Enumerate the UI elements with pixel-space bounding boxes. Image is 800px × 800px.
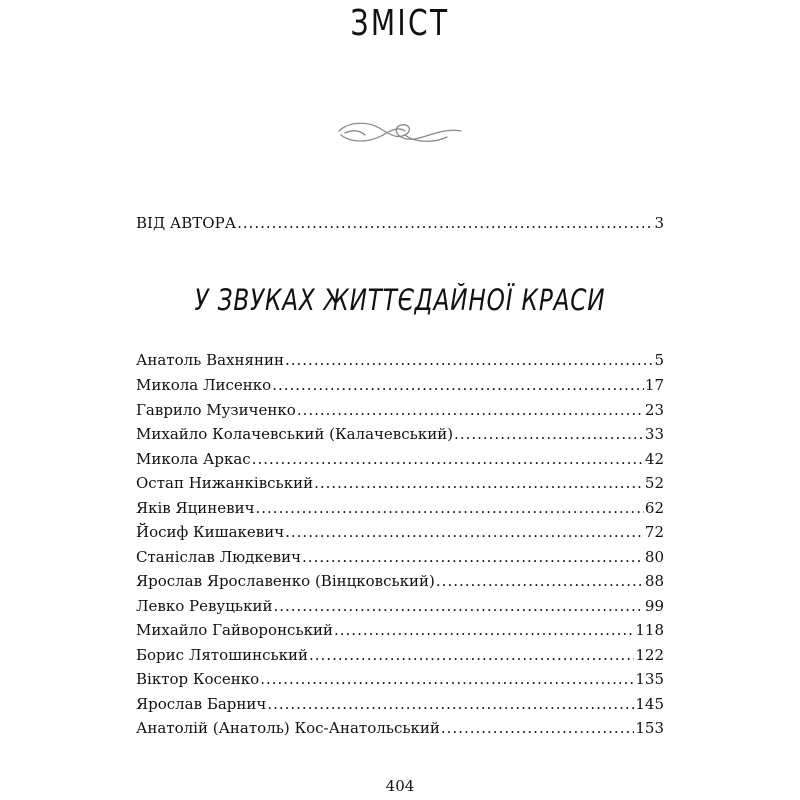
toc-label: Ярослав Барнич (136, 695, 267, 713)
toc-row (136, 424, 664, 444)
toc-leader-dots (252, 449, 644, 469)
toc-leader-dots (256, 498, 644, 518)
toc-row (136, 522, 664, 542)
toc-leader-dots (314, 473, 644, 493)
toc-row (136, 547, 664, 567)
toc-label: Михайло Гайворонський (136, 621, 333, 639)
toc-leader-dots (297, 400, 644, 420)
toc-leader-dots (436, 571, 644, 591)
toc-page-number: 42 (644, 450, 664, 468)
toc-page-number: 153 (635, 719, 664, 737)
toc-row (136, 350, 664, 370)
toc-page-number: 62 (644, 499, 664, 517)
toc-label: ВІД АВТОРА (136, 214, 237, 232)
toc-row (136, 620, 664, 640)
toc-label: Анатолій (Анатоль) Кос-Анатольський (136, 719, 440, 737)
toc-page-number: 33 (644, 425, 664, 443)
toc-row (136, 694, 664, 714)
toc-label: Гаврило Музиченко (136, 401, 296, 419)
toc-leader-dots (267, 694, 634, 714)
toc-row (136, 596, 664, 616)
flourish-ornament-icon (335, 113, 465, 153)
toc-page-number: 145 (635, 695, 664, 713)
toc-row (136, 400, 664, 420)
toc-label: Ярослав Ярославенко (Вінцковський) (136, 572, 435, 590)
toc-row-preface (136, 213, 664, 233)
section-heading: У ЗВУКАХ ЖИТТЄДАЙНОЇ КРАСИ (194, 283, 606, 317)
toc-page-number: 3 (654, 214, 664, 232)
page-title: ЗМІСТ (350, 3, 450, 44)
toc-page-number: 72 (644, 523, 664, 541)
toc-leader-dots (334, 620, 634, 640)
toc-page-number: 5 (654, 351, 664, 369)
toc-leader-dots (454, 424, 644, 444)
toc-page-number: 122 (635, 646, 664, 664)
toc-label: Йосиф Кишакевич (136, 523, 285, 541)
toc-label: Микола Аркас (136, 450, 251, 468)
toc-row (136, 498, 664, 518)
toc-row (136, 718, 664, 738)
toc-label: Анатоль Вахнянин (136, 351, 284, 369)
toc-leader-dots (302, 547, 644, 567)
toc-row (136, 375, 664, 395)
toc-page-number: 99 (644, 597, 664, 615)
toc-page-number: 52 (644, 474, 664, 492)
toc-label: Борис Лятошинський (136, 646, 309, 664)
toc-label: Яків Яциневич (136, 499, 255, 517)
toc-leader-dots (285, 522, 644, 542)
toc-label: Левко Ревуцький (136, 597, 273, 615)
toc-row (136, 473, 664, 493)
toc-leader-dots (285, 350, 653, 370)
toc-row (136, 669, 664, 689)
toc-leader-dots (237, 213, 653, 233)
toc-leader-dots (309, 645, 634, 665)
toc-leader-dots (272, 375, 644, 395)
toc-row (136, 645, 664, 665)
toc-label: Станіслав Людкевич (136, 548, 302, 566)
toc-row (136, 449, 664, 469)
page-number: 404 (385, 777, 415, 795)
toc-label: Микола Лисенко (136, 376, 272, 394)
toc-page-number: 88 (644, 572, 664, 590)
toc-page-number: 23 (644, 401, 664, 419)
toc-page-number: 17 (644, 376, 664, 394)
toc-row (136, 571, 664, 591)
toc-page-number: 118 (635, 621, 664, 639)
toc-label: Остап Нижанківський (136, 474, 314, 492)
toc-label: Михайло Колачевський (Калачевський) (136, 425, 454, 443)
toc-page-number: 135 (635, 670, 664, 688)
toc-label: Віктор Косенко (136, 670, 260, 688)
toc-leader-dots (441, 718, 634, 738)
toc-page-number: 80 (644, 548, 664, 566)
toc-leader-dots (273, 596, 643, 616)
toc-leader-dots (260, 669, 634, 689)
